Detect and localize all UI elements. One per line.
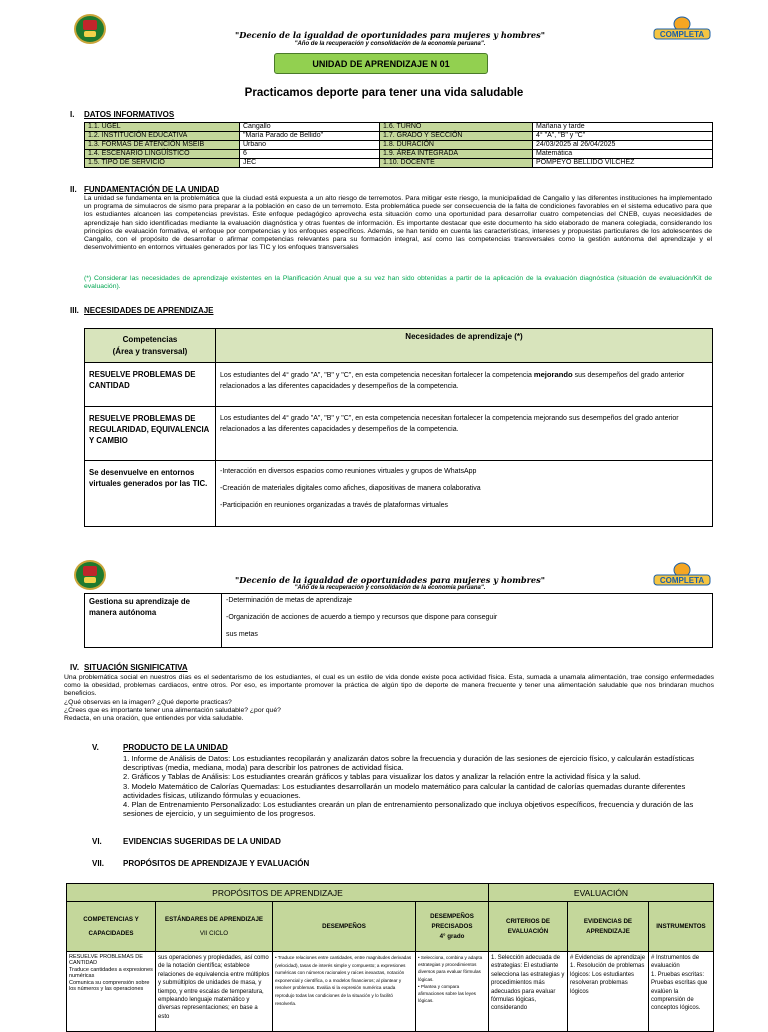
producto-list <box>123 754 713 818</box>
section-producto-heading: V. PRODUCTO DE LA UNIDAD <box>92 743 228 752</box>
section-situacion-heading: IV. SITUACIÓN SIGNIFICATIVA <box>70 663 188 672</box>
unidad-label: UNIDAD DE APRENDIZAJE N 01 <box>274 53 488 74</box>
producto-item: 2. Gráficos y Tablas de Análisis: Los estudiantes crearán gráficos y tablas para visualizar los datos y analizar la relación entre la actividad física y la salud. <box>123 772 641 782</box>
necesidades-row <box>85 363 713 407</box>
school-logo-left-page2 <box>74 560 106 590</box>
necesidad-gestiona: -Determinación de metas de aprendizaje -Organización de acciones de acuerdo a tiempo y recursos que dispone para conseguir sus metas <box>222 594 713 648</box>
propositos-row <box>67 952 714 1032</box>
campaign-logo-right-page2 <box>652 560 712 590</box>
section-necesidades-heading: III. NECESIDADES DE APRENDIZAJE <box>70 306 214 315</box>
datos-row: 1.1. UGEL Cangallo 1.6. TURNO Mañana y tarde <box>85 123 713 132</box>
col-criterios: CRITERIOS DE EVALUACIÓN <box>489 902 568 952</box>
datos-row: 1.5. TIPO DE SERVICIO JEC 1.10. DOCENTE POMPEYO BELLIDO VILCHEZ <box>85 159 713 168</box>
competencia-cantidad: RESUELVE PROBLEMAS DE CANTIDAD <box>85 363 216 407</box>
col-desempenos-precisados: DESEMPEÑOS PRECISADOS 4° grado <box>416 902 489 952</box>
cell-desempeno-precisado: • Selecciona, combina y adapta estrategias y procedimientos diversos para evaluar fórmulas lógicas. • Plantea y compara afirmaciones sobre las leyes lógicas. <box>416 952 489 1032</box>
necesidades-row <box>85 594 713 648</box>
campaign-logo-right <box>652 14 712 44</box>
competencia-tic: Se desenvuelve en entornos virtuales generados por las TIC. <box>85 461 216 527</box>
section-datos-heading: I. DATOS INFORMATIVOS <box>70 110 175 119</box>
cell-competencia: RESUELVE PROBLEMAS DE CANTIDAD Traduce cantidades a expresiones numéricas Comunica su comprensión sobre los números y las operaciones <box>67 952 156 1032</box>
cell-evidencia: # Evidencias de aprendizaje 1. Resolución de problemas lógicos: Los estudiantes resolveran problemas lógicos <box>568 952 649 1032</box>
col-competencias: COMPETENCIAS Y CAPACIDADES <box>67 902 156 952</box>
necesidad-cantidad: Los estudiantes del 4° grado "A", "B" y "C", en esta competencia necesitan fortalecer la competencia mejorando sus desempeños del grado anterior relacionados a las diferentes capacidades y desempeños de la competencia. <box>216 363 713 407</box>
situacion-text: Una problemática social en nuestros días es el sedentarismo de los estudiantes, el cual es un estilo de vida donde existe poca actividad física. Esta, sumada a unamala alimentación, trae consigo enfermedades como la obesidad, problemas cardiacos, entre otros. Por eso, es importante promover la práctica de algún tipo de deporte de manera frecuente y tener una alimentación saludable que nos brindaran muchos beneficios. ¿Qué observas en la imagen? ¿Qué deporte practicas? ¿Crees que es importante tener una alimentación saludable? ¿por qué? Redacta, en una oración, que entiendes por vida saludable. <box>64 674 714 723</box>
decenio-line: "Decenio de la igualdad de oportunidades para mujeres y hombres" <box>234 30 546 40</box>
propositos-header: PROPÓSITOS DE APRENDIZAJE <box>67 884 489 902</box>
section-evidencias-heading: VI. EVIDENCIAS SUGERIDAS DE LA UNIDAD <box>92 837 281 846</box>
datos-row: 1.3. FORMAS DE ATENCIÓN MSEIB Urbano 1.8. DURACIÓN 24/03/2025 al 26/04/2025 <box>85 141 713 150</box>
producto-item: 1. Informe de Análisis de Datos: Los estudiantes recopilarán y analizarán datos sobre la frecuencia y duración de las sesiones de ejercicio físico, y calcularán estadísticas descriptivas (media, mediana, moda) para describir los patrones de actividad física. <box>123 754 695 773</box>
evaluacion-header: EVALUACIÓN <box>489 884 714 902</box>
col-estandares: ESTÁNDARES DE APRENDIZAJE VII CICLO <box>156 902 273 952</box>
producto-item: 3. Modelo Matemático de Calorías Quemadas: Los estudiantes desarrollarán un modelo matemático para calcular la cantidad de calorías quemadas durante diferentes actividades físicas, utilizando fórmulas y ecuaciones. <box>123 781 686 800</box>
necesidades-header-competencias: Competencias (Área y transversal) <box>85 329 216 363</box>
fundamentacion-note: (*) Considerar las necesidades de aprendizaje existentes en la Planificación Anual que a su vez han sido obtenidas a partir de la aplicación de la evaluación diagnóstica (situación de evaluación/Kit de evaluación). <box>84 275 712 291</box>
cell-estandar: sus operaciones y propiedades, así como de la notación científica; establece relaciones de equivalencia entre múltiplos y submúltiplos de unidades de masa, y tiempo, y entre escalas de temperatura, empleando lenguaje matemático y diversas representaciones; en base a esto <box>156 952 273 1032</box>
decenio-line-page2: "Decenio de la igualdad de oportunidades para mujeres y hombres" <box>234 575 546 585</box>
datos-row: 1.4. ESCENARIO LINGÜÍSTICO 6 1.9. ÁREA INTEGRADA Matemática <box>85 150 713 159</box>
fundamentacion-text: La unidad se fundamenta en la problemática que la ciudad está expuesta a un alto riesgo de terremotos. Para mitigar este riesgo, la municipalidad de Cangallo y las diferentes instituciones ha implementado un programa de simulacros de sismo para preparar a la población en caso de un terremoto. Esta problemática puede ser consecuencia de la falta de condiciones favorables en el sistema educativo para que los estudiantes alcancen las competencias previstas. Este enfoque pedagógico aprovecha esta situación como una oportunidad para desarrollar cuatro competencias del CNEB, cuyas necesidades de aprendizaje han sido identificadas mediante la evaluación diagnóstica y otras fuentes de información. Es importante destacar que este documento ha sido elaborado de manera colegiada, considerando los principios de evaluación formativa, el enfoque por competencias y los enfoques específicos. Además, se han tenido en cuenta las características, intereses y propuestas particulares de los adolescentes de Cangallo, con el propósito de desarrollar o afirmar competencias relevantes para su formación integral, así como las competencias transversales como la gestión autónoma del aprendizaje y el desenvolvimiento en entornos virtuales generados por las TIC y los enfoques transversales <box>84 195 712 252</box>
school-logo-left <box>74 14 106 44</box>
anio-line: "Año de la recuperación y consolidación de la economía peruana". <box>294 41 486 47</box>
necesidades-header-necesidades: Necesidades de aprendizaje (*) <box>216 329 713 363</box>
section-propositos-heading: VII. PROPÓSITOS DE APRENDIZAJE Y EVALUACIÓN <box>92 859 310 868</box>
datos-table <box>84 122 713 168</box>
competencia-gestiona: Gestiona su aprendizaje de manera autónoma <box>85 594 222 648</box>
campaign-logo-text: COMPLETA <box>659 576 705 585</box>
section-fundamentacion-heading: II. FUNDAMENTACIÓN DE LA UNIDAD <box>70 185 220 194</box>
cell-desempeno: • Traduce relaciones entre cantidades, entre magnitudes derivadas (velocidad), tasas de interés simple y compuesto; a expresiones numéricas con números racionales y raíces inexactas, notación exponencial y científica, o a modelos financieros; al plantear y resolver problemas. Evalúa si la expresión numérica usada reprodujo todas las condiciones de la situación y lo facilitó resolverla. <box>273 952 416 1032</box>
producto-item: 4. Plan de Entrenamiento Personalizado: Los estudiantes crearán un plan de entrenamiento personalizado que incluya objetivos específicos, frecuencia y duración de las sesiones de ejercicio, y un seguimiento de los progresos. <box>123 800 694 819</box>
col-desempenos: DESEMPEÑOS <box>273 902 416 952</box>
campaign-logo-text: COMPLETA <box>659 30 705 39</box>
necesidades-row <box>85 461 713 527</box>
necesidad-tic: -Interacción en diversos espacios como reuniones virtuales y grupos de WhatsApp -Creación de materiales digitales como afiches, diapositivas de manera colaborativa -Participación en reuniones organizadas a través de plataformas virtuales <box>216 461 713 527</box>
anio-line-page2: "Año de la recuperación y consolidación de la economía peruana". <box>294 585 486 591</box>
cell-criterio: 1. Selección adecuada de estrategias: El estudiante selecciona las estrategias y procedimientos más adecuados para evaluar fórmulas lógicas, considerando <box>489 952 568 1032</box>
necesidades-table <box>84 328 713 527</box>
necesidad-regularidad: Los estudiantes del 4° grado "A", "B" y "C", en esta competencia necesitan fortalecer la competencia mejorando sus desempeños del grado anterior relacionados a las diferentes capacidades y desempeños de la competencia. <box>216 407 713 461</box>
col-instrumentos: INSTRUMENTOS <box>649 902 714 952</box>
cell-instrumento: # Instrumentos de evaluación 1. Pruebas escritas: Pruebas escritas que evalúen la comprensión de conceptos lógicos. <box>649 952 714 1032</box>
necesidades-table-continued <box>84 593 713 648</box>
necesidades-row <box>85 407 713 461</box>
competencia-regularidad: RESUELVE PROBLEMAS DE REGULARIDAD, EQUIVALENCIA Y CAMBIO <box>85 407 216 461</box>
col-evidencias: EVIDENCIAS DE APRENDIZAJE <box>568 902 649 952</box>
page-title: Practicamos deporte para tener una vida saludable <box>244 87 524 99</box>
propositos-table <box>66 883 714 1032</box>
datos-row: 1.2. INSTITUCIÓN EDUCATIVA "María Parado de Bellido" 1.7. GRADO Y SECCIÓN 4° "A", "B" y "C" <box>85 132 713 141</box>
